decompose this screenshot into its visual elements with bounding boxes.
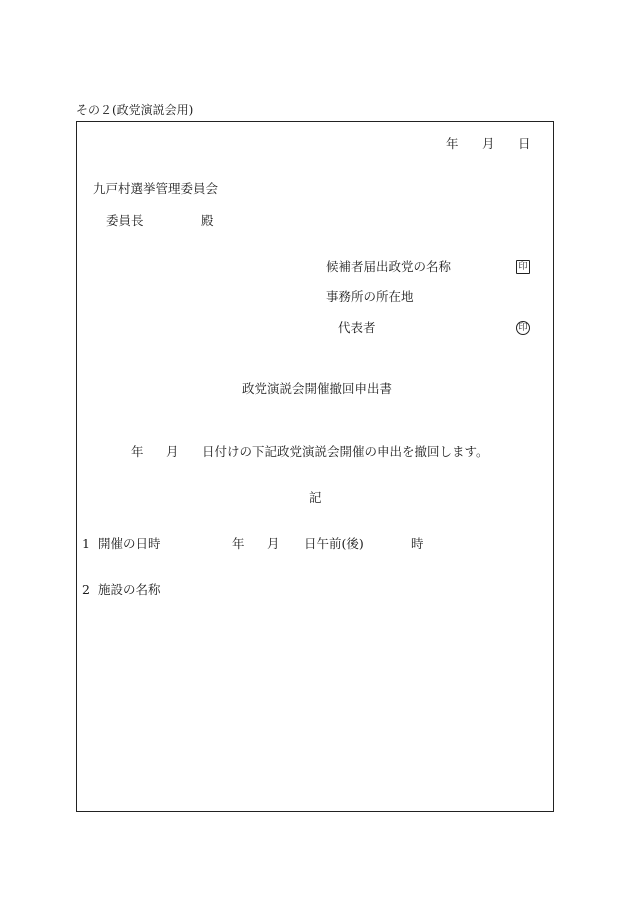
item-1-month: 月 bbox=[267, 536, 280, 551]
addressee-chair: 委員長 bbox=[106, 213, 144, 228]
representative-seal-icon: 印 bbox=[516, 321, 530, 335]
body-year: 年 bbox=[131, 444, 144, 459]
item-1-day-ampm: 日午前(後) bbox=[304, 536, 364, 551]
item-1-year: 年 bbox=[232, 536, 245, 551]
item-1-hour: 時 bbox=[411, 536, 424, 551]
item-2-number: 2 bbox=[82, 582, 90, 597]
form-label: その２(政党演説会用) bbox=[76, 103, 194, 117]
office-address-label: 事務所の所在地 bbox=[326, 289, 414, 304]
addressee-committee: 九戸村選挙管理委員会 bbox=[93, 181, 219, 196]
ki-mark: 記 bbox=[309, 490, 322, 505]
item-2-label: 施設の名称 bbox=[98, 582, 161, 597]
item-1-label: 開催の日時 bbox=[98, 536, 161, 551]
date-year: 年 bbox=[446, 136, 459, 151]
party-seal-icon: 印 bbox=[516, 260, 530, 274]
party-name-label: 候補者届出政党の名称 bbox=[326, 259, 452, 274]
form-frame bbox=[76, 121, 554, 812]
date-day: 日 bbox=[518, 136, 531, 151]
date-month: 月 bbox=[482, 136, 495, 151]
item-1-number: 1 bbox=[82, 536, 90, 551]
document-title: 政党演説会開催撤回申出書 bbox=[242, 381, 393, 396]
representative-label: 代表者 bbox=[338, 320, 376, 335]
body-month: 月 bbox=[166, 444, 179, 459]
addressee-honorific: 殿 bbox=[201, 213, 214, 228]
body-text: 日付けの下記政党演説会開催の申出を撤回します。 bbox=[202, 444, 489, 459]
